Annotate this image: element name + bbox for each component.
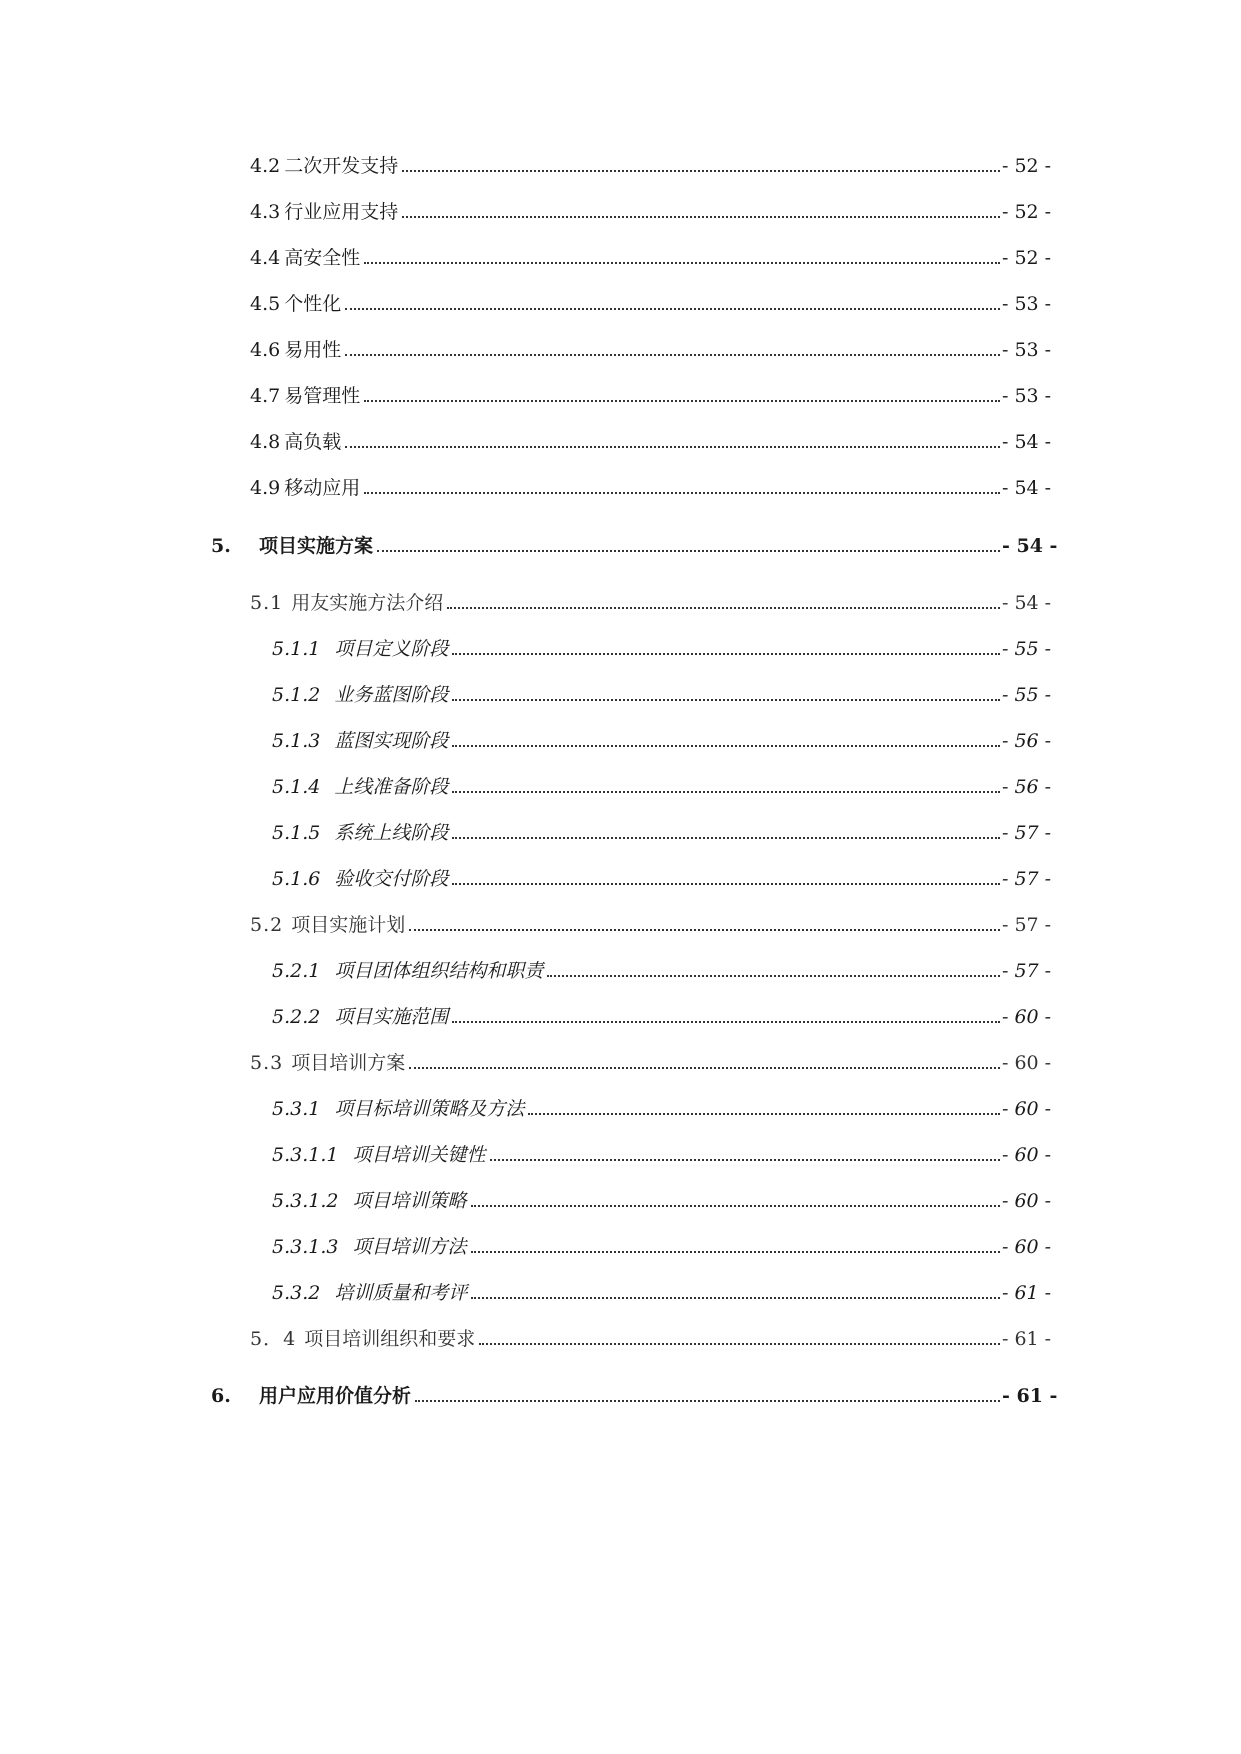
toc-entry-title: 项目培训方案 — [291, 1052, 406, 1074]
dot-leader — [490, 1159, 1001, 1161]
toc-entry-page: - 61 - — [1002, 1282, 1052, 1304]
toc-chapter-entry[interactable] — [0, 528, 1241, 558]
toc-entry[interactable] — [0, 999, 1241, 1029]
dot-leader — [479, 1343, 1000, 1345]
toc-entry-title: 项目培训方法 — [352, 1236, 467, 1258]
toc-entry[interactable] — [0, 1091, 1241, 1121]
toc-entry-page: - 53 - — [1002, 339, 1052, 361]
dot-leader — [452, 699, 1000, 701]
toc-entry[interactable] — [0, 332, 1241, 362]
toc-entry[interactable] — [0, 1229, 1241, 1259]
toc-entry-page: - 56 - — [1002, 776, 1052, 798]
toc-entry-page: - 57 - — [1002, 914, 1052, 936]
toc-entry-page: - 52 - — [1002, 201, 1052, 223]
dot-leader — [364, 492, 1000, 494]
toc-entry[interactable] — [0, 194, 1241, 224]
toc-entry-number: 5. — [211, 535, 231, 557]
toc-entry-title: 易管理性 — [284, 385, 361, 407]
toc-entry-title: 项目实施范围 — [334, 1006, 449, 1028]
toc-entry-number: 5.2 — [250, 914, 284, 936]
toc-entry[interactable] — [0, 907, 1241, 937]
toc-entry[interactable] — [0, 677, 1241, 707]
toc-entry-title: 蓝图实现阶段 — [334, 730, 449, 752]
toc-entry-title: 验收交付阶段 — [334, 868, 449, 890]
toc-entry-number: 5.3.1.2 — [272, 1190, 339, 1212]
toc-entry-number: 4.5 — [250, 293, 281, 315]
toc-entry-page: - 54 - — [1002, 592, 1052, 614]
toc-entry-page: - 60 - — [1002, 1052, 1052, 1074]
dot-leader — [345, 446, 1000, 448]
toc-entry-page: - 57 - — [1002, 960, 1052, 982]
toc-entry-number: 5．4 — [250, 1328, 297, 1350]
toc-entry-page: - 53 - — [1002, 293, 1052, 315]
dot-leader — [471, 1205, 1001, 1207]
toc-entry-number: 4.8 — [250, 431, 281, 453]
dot-leader — [452, 837, 1000, 839]
toc-entry-page: - 55 - — [1002, 684, 1052, 706]
toc-entry-page: - 52 - — [1002, 155, 1052, 177]
toc-entry-title: 项目培训关键性 — [352, 1144, 486, 1166]
toc-entry-number: 5.1.1 — [272, 638, 321, 660]
toc-entry-page: - 60 - — [1002, 1006, 1052, 1028]
toc-entry-title: 个性化 — [284, 293, 342, 315]
toc-entry-title: 行业应用支持 — [284, 201, 399, 223]
toc-entry-number: 5.1.2 — [272, 684, 321, 706]
dot-leader — [402, 216, 1000, 218]
toc-entry-number: 5.1.4 — [272, 776, 321, 798]
toc-entry-number: 6. — [211, 1385, 231, 1407]
toc-entry-number: 5.1 — [250, 592, 284, 614]
toc-entry-number: 4.7 — [250, 385, 281, 407]
toc-entry-title: 项目团体组织结构和职责 — [334, 960, 544, 982]
dot-leader — [409, 1067, 1000, 1069]
toc-entry[interactable] — [0, 240, 1241, 270]
toc-entry[interactable] — [0, 1045, 1241, 1075]
dot-leader — [528, 1113, 1000, 1115]
toc-entry-title: 项目实施方案 — [259, 535, 374, 557]
toc-entry[interactable] — [0, 953, 1241, 983]
toc-entry[interactable] — [0, 769, 1241, 799]
toc-entry-page: - 60 - — [1002, 1190, 1052, 1212]
toc-entry-title: 项目标培训策略及方法 — [334, 1098, 525, 1120]
toc-entry-title: 易用性 — [284, 339, 342, 361]
toc-entry-page: - 54 - — [1002, 431, 1052, 453]
toc-entry-number: 5.3.1 — [272, 1098, 321, 1120]
toc-entry-title: 系统上线阶段 — [334, 822, 449, 844]
toc-entry-title: 二次开发支持 — [284, 155, 399, 177]
toc-entry-title: 项目培训组织和要求 — [304, 1328, 476, 1350]
toc-entry-title: 移动应用 — [284, 477, 361, 499]
toc-entry-title: 高负载 — [284, 431, 342, 453]
dot-leader — [364, 400, 1000, 402]
toc-entry-number: 5.3.1.3 — [272, 1236, 339, 1258]
toc-entry-page: - 57 - — [1002, 868, 1052, 890]
toc-entry-number: 4.9 — [250, 477, 281, 499]
dot-leader — [364, 262, 1000, 264]
toc-entry[interactable] — [0, 1275, 1241, 1305]
toc-entry-title: 用户应用价值分析 — [259, 1385, 412, 1407]
toc-entry-title: 项目实施计划 — [291, 914, 406, 936]
toc-entry-page: - 60 - — [1002, 1236, 1052, 1258]
toc-entry-number: 4.6 — [250, 339, 281, 361]
toc-chapter-entry[interactable] — [0, 1378, 1241, 1408]
toc-entry-number: 4.2 — [250, 155, 281, 177]
toc-entry[interactable] — [0, 148, 1241, 178]
toc-entry-page: - 53 - — [1002, 385, 1052, 407]
toc-entry[interactable] — [0, 424, 1241, 454]
dot-leader — [409, 929, 1000, 931]
toc-entry-page: - 56 - — [1002, 730, 1052, 752]
toc-entry-page: - 54 - — [1002, 477, 1052, 499]
toc-entry-number: 4.4 — [250, 247, 281, 269]
toc-entry-title: 项目培训策略 — [352, 1190, 467, 1212]
toc-entry[interactable] — [0, 378, 1241, 408]
toc-entry-number: 5.1.5 — [272, 822, 321, 844]
toc-entry-page: - 61 - — [1002, 1328, 1052, 1350]
toc-entry-number: 4.3 — [250, 201, 281, 223]
dot-leader — [345, 308, 1000, 310]
toc-entry-number: 5.3.1.1 — [272, 1144, 339, 1166]
dot-leader — [415, 1400, 1000, 1402]
dot-leader — [452, 1021, 1000, 1023]
toc-entry[interactable] — [0, 1137, 1241, 1167]
toc-entry[interactable] — [0, 1321, 1241, 1351]
toc-entry[interactable] — [0, 1183, 1241, 1213]
toc-entry-title: 上线准备阶段 — [334, 776, 449, 798]
toc-entry[interactable] — [0, 286, 1241, 316]
toc-entry[interactable] — [0, 631, 1241, 661]
toc-entry[interactable] — [0, 585, 1241, 615]
toc-entry-number: 5.3.2 — [272, 1282, 321, 1304]
dot-leader — [547, 975, 1000, 977]
toc-entry-title: 业务蓝图阶段 — [334, 684, 449, 706]
toc-entry[interactable] — [0, 470, 1241, 500]
toc-entry-number: 5.2.1 — [272, 960, 321, 982]
toc-entry-page: - 60 - — [1002, 1144, 1052, 1166]
dot-leader — [452, 791, 1000, 793]
toc-entry-number: 5.1.3 — [272, 730, 321, 752]
dot-leader — [402, 170, 1000, 172]
dot-leader — [452, 883, 1000, 885]
toc-entry-page: - 57 - — [1002, 822, 1052, 844]
toc-entry[interactable] — [0, 723, 1241, 753]
toc-entry[interactable] — [0, 861, 1241, 891]
toc-entry-page: - 52 - — [1002, 247, 1052, 269]
dot-leader — [452, 745, 1000, 747]
toc-entry-title: 项目定义阶段 — [334, 638, 449, 660]
toc-entry-number: 5.3 — [250, 1052, 284, 1074]
dot-leader — [471, 1251, 1001, 1253]
toc-entry-title: 高安全性 — [284, 247, 361, 269]
dot-leader — [377, 550, 1000, 552]
dot-leader — [447, 607, 1000, 609]
toc-entry-page: - 55 - — [1002, 638, 1052, 660]
toc-entry-number: 5.1.6 — [272, 868, 321, 890]
dot-leader — [471, 1297, 1000, 1299]
toc-entry-title: 培训质量和考评 — [334, 1282, 468, 1304]
toc-entry-title: 用友实施方法介绍 — [291, 592, 444, 614]
toc-entry-number: 5.2.2 — [272, 1006, 321, 1028]
dot-leader — [452, 653, 1000, 655]
toc-entry[interactable] — [0, 815, 1241, 845]
toc-entry-page: - 61 - — [1002, 1385, 1058, 1407]
toc-entry-page: - 54 - — [1002, 535, 1058, 557]
toc-entry-page: - 60 - — [1002, 1098, 1052, 1120]
dot-leader — [345, 354, 1000, 356]
